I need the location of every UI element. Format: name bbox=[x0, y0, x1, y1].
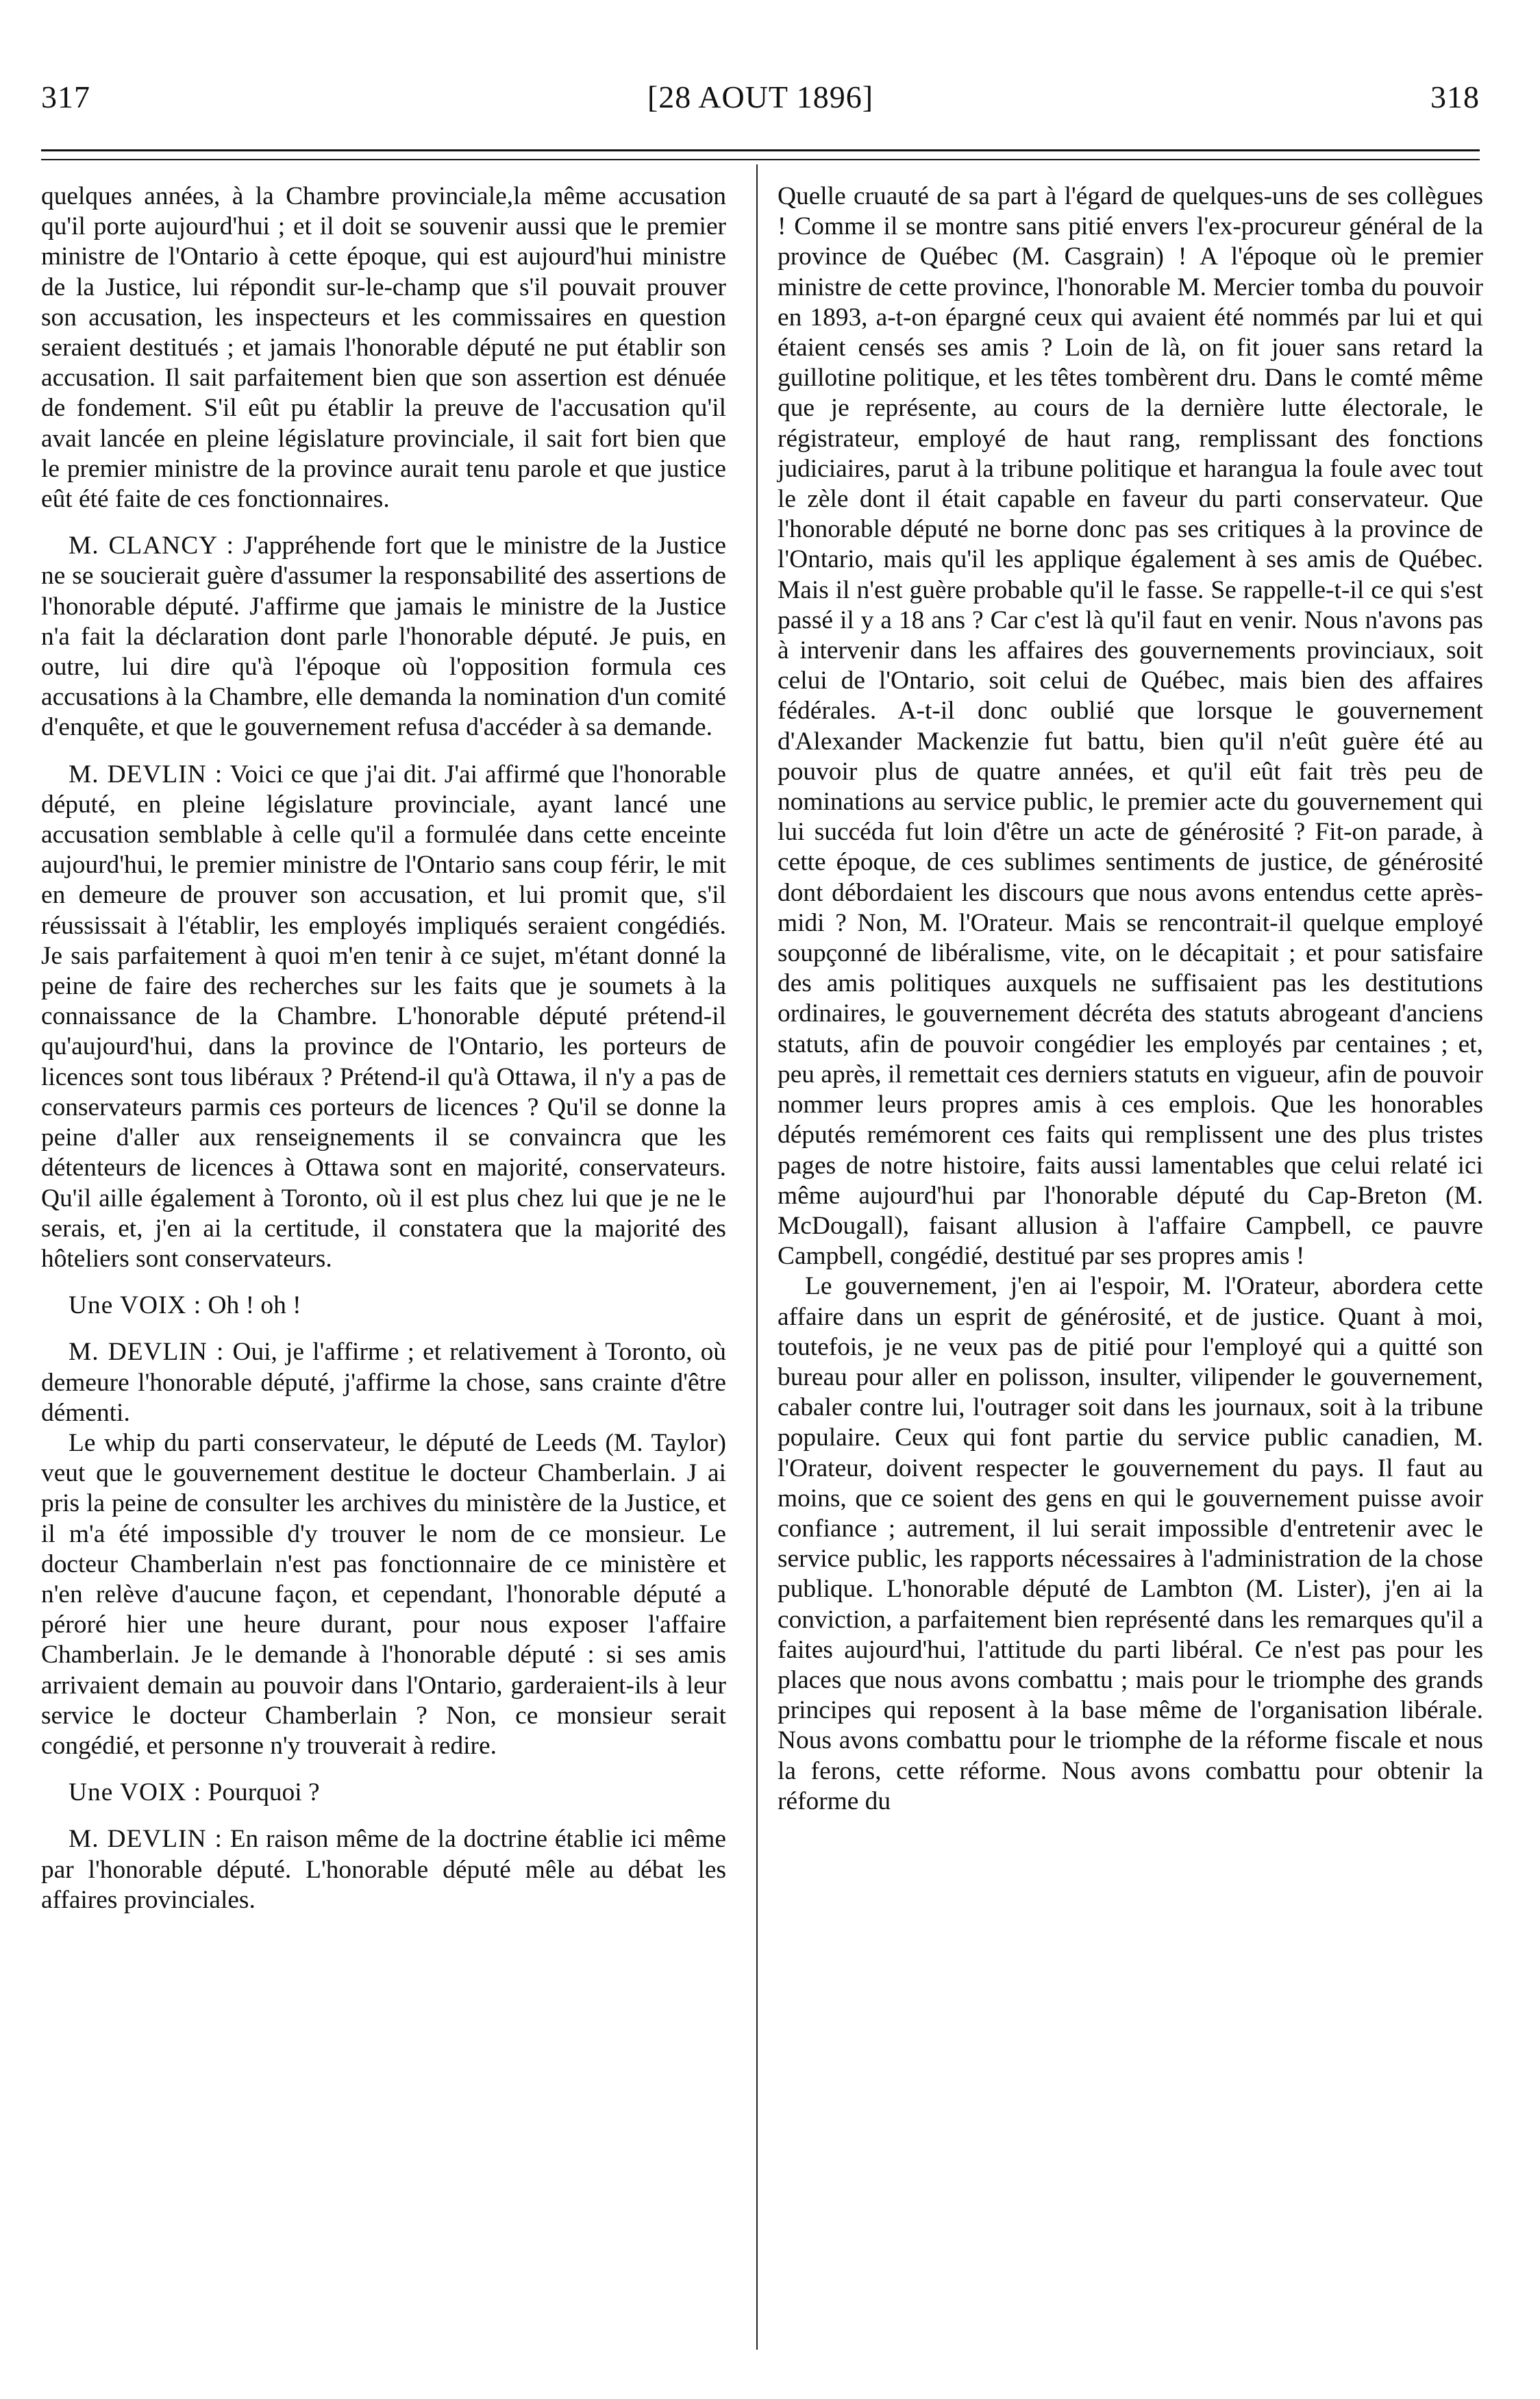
paragraph bbox=[778, 182, 1483, 1271]
paragraph-text: J'appréhende fort que le ministre de la Justice ne se soucierait guère d'assumer la responsabilité des assertions de l'honorable député. J'affirme que jamais le ministre de la Justice n'a fait la déclaration dont parle l'honorable député. Je puis, en outre, lui dire qu'à l'époque où l'opposition formula ces accusations à la Chambre, elle demanda la nomination d'un comité d'enquête, et que le gouvernement refusa d'accéder à sa demande. bbox=[41, 532, 726, 742]
paragraph bbox=[41, 1291, 726, 1321]
speaker-name: Une VOIX : bbox=[69, 1778, 202, 1807]
paragraph bbox=[41, 1337, 726, 1428]
paragraph-text: Le gouvernement, j'en ai l'espoir, M. l'Orateur, abordera cette affaire dans un esprit de générosité, et de justice. Quant à moi, toutefois, je ne veux pas de pitié pour l'employé qui a quitté son bureau pour aller en polisson, insulter, vilipender le gouvernement, cabaler contre lui, l'outrager soit dans les journaux, soit à la tribune populaire. Ceux qui font partie du service public canadien, M. l'Orateur, doivent respecter le gouvernement du pays. Il faut au moins, que ce soient des gens en qui le gouvernement puisse avoir confiance ; autrement, il lui serait impossible d'entretenir avec le service public, les rapports nécessaires à l'administration de la chose publique. L'honorable député de Lambton (M. Lister), j'en ai la conviction, a parfaitement bien représenté dans les remarques qu'il a faites aujourd'hui, l'attitude du parti libéral. Ce n'est pas pour les places que nous avons combattu ; mais pour le triomphe des grands principes qui reposent à la base même de l'organisation libérale. Nous avons combattu pour le triomphe de la réforme fiscale et nous la ferons, cette réforme. Nous avons combattu pour obtenir la réforme du bbox=[778, 1272, 1483, 1815]
paragraph bbox=[41, 1824, 726, 1915]
paragraph-text: Oui, je l'affirme ; et relativement à Toronto, où demeure l'honorable député, j'affirme la chose, sans crainte d'être démenti. bbox=[41, 1338, 726, 1427]
hansard-page bbox=[41, 27, 1483, 2370]
paragraph bbox=[41, 531, 726, 743]
speaker-name: M. DEVLIN : bbox=[69, 1338, 225, 1367]
speaker-name: Une VOIX : bbox=[69, 1291, 202, 1320]
paragraph-text: Pourquoi ? bbox=[208, 1778, 320, 1807]
paragraph bbox=[41, 1778, 726, 1808]
paragraph bbox=[41, 1428, 726, 1761]
speaker-name: M. DEVLIN : bbox=[69, 1825, 223, 1854]
page-number-right: 318 bbox=[1430, 79, 1480, 114]
paragraph-text: Le whip du parti conservateur, le député de Leeds (M. Taylor) veut que le gouvernement destitue le docteur Chamberlain. J ai pris la peine de consulter les archives du ministère de la Justice, et il m'a été impossible d'y trouver le nom de ce monsieur. Le docteur Chamberlain n'est pas fonctionnaire de ce ministère et n'en relève d'aucune façon, et cependant, l'honorable député a péroré hier une heure durant, pour nous exposer l'affaire Chamberlain. Je le demande à l'honorable député : si ses amis arrivaient demain au pouvoir dans l'Ontario, garderaient-ils à leur service le docteur Chamberlain ? Non, ce monsieur serait congédié, et personne n'y trouverait à redire. bbox=[41, 1428, 726, 1760]
column-divider bbox=[756, 164, 758, 2350]
paragraph bbox=[41, 182, 726, 514]
header-rule-bottom bbox=[41, 159, 1480, 160]
paragraph-text: En raison même de la doctrine établie ici même par l'honorable député. L'honorable député mêle au débat les affaires provinciales. bbox=[41, 1825, 726, 1914]
speaker-name: M. DEVLIN : bbox=[69, 760, 223, 788]
paragraph-text: Oh ! oh ! bbox=[208, 1291, 301, 1320]
left-column bbox=[41, 182, 726, 1915]
header-rule-top bbox=[41, 149, 1480, 151]
page-number-left: 317 bbox=[41, 79, 90, 114]
paragraph-text: Voici ce que j'ai dit. J'ai affirmé que l'honorable député, en pleine législature provinciale, ayant lancé une accusation semblable à celle qu'il a formulée dans cette enceinte aujourd'hui, le premier ministre de l'Ontario sans coup férir, le mit en demeure de prouver son accusation, et lui promit que, s'il réussissait à l'établir, les employés impliqués seraient congédiés. Je sais parfaitement à quoi m'en tenir à ce sujet, m'étant donné la peine de faire des recherches sur les faits que je soumets à la connaissance de la Chambre. L'honorable député prétend-il qu'aujourd'hui, dans la province de l'Ontario, les porteurs de licences sont tous libéraux ? Prétend-il qu'à Ottawa, il n'y a pas de conservateurs parmis ces porteurs de licences ? Qu'il se donne la peine d'aller aux renseignements il se convaincra que les détenteurs de licences à Ottawa sont en majorité, conservateurs. Qu'il aille également à Toronto, où il est plus chez lui que je ne le serais, et, j'en ai la certitude, il constatera que la majorité des hôteliers sont conservateurs. bbox=[41, 760, 726, 1273]
paragraph-text: Quelle cruauté de sa part à l'égard de quelques-uns de ses collègues ! Comme il se montre sans pitié envers l'ex-procureur général de la province de Québec (M. Casgrain) ! A l'époque où le premier ministre de cette province, l'honorable M. Mercier tomba du pouvoir en 1893, a-t-on épargné ceux qui avaient été nommés par lui et qui étaient censés ses amis ? Loin de là, on fit jouer sans retard la guillotine politique, et les têtes tombèrent dru. Dans le comté même que je représente, au cours de la dernière lutte électorale, le régistrateur, employé de haut rang, remplissant des fonctions judiciaires, parut à la tribune politique et harangua la foule avec tout le zèle dont il était capable en faveur du parti conservateur. Que l'honorable député ne borne donc pas ses critiques à la province de l'Ontario, mais qu'il les applique également à ses amis de Québec. Mais il n'est guère probable qu'il le fasse. Se rappelle-t-il ce qui s'est passé il y a 18 ans ? Car c'est là qu'il faut en venir. Nous n'avons pas à intervenir dans les affaires des gouvernements provinciaux, soit celui de l'Ontario, soit celui de Québec, mais bien des affaires fédérales. A-t-il donc oublié que lorsque le gouvernement d'Alexander Mackenzie fut battu, bien qu'il n'eût guère été au pouvoir plus de quatre années, et qu'il eût fait très peu de nominations au service public, le premier acte du gouvernement qui lui succéda fut loin d'être un acte de générosité ? Fit-on parade, à cette époque, de ces sublimes sentiments de justice, de générosité dont débordaient les discours que nous avons entendus cette après-midi ? Non, M. l'Orateur. Mais se rencontrait-il quelque employé soupçonné de libéralisme, vite, on le décapitait ; et pour satisfaire des amis politiques auxquels ne suffisaient pas les destitutions ordinaires, le gouvernement décréta des statuts abrogeant d'anciens statuts, afin de pouvoir congédier les employés par centaines ; et, peu après, il remettait ces derniers statuts en vigueur, afin de pouvoir nommer leurs propres amis à ces emplois. Que les honorables députés remémorent ces faits qui remplissent une des plus tristes pages de notre histoire, faits aussi lamentables que celui relaté ici même aujourd'hui par l'honorable député du Cap-Breton (M. McDougall), faisant allusion à l'affaire Campbell, ce pauvre Campbell, congédié, destitué par ses propres amis ! bbox=[778, 182, 1483, 1271]
speaker-name: M. CLANCY : bbox=[69, 532, 235, 560]
paragraph bbox=[41, 760, 726, 1274]
page-header bbox=[41, 79, 1480, 140]
paragraph-text: quelques années, à la Chambre provinciale,la même accusation qu'il porte aujourd'hui ; et il doit se souvenir aussi que le premier ministre de l'Ontario à cette époque, qui est aujourd'hui ministre de la Justice, lui répondit sur-le-champ que s'il pouvait prouver son accusation, les inspecteurs et les commissaires en question seraient destitués ; et jamais l'honorable député ne put établir son accusation. Il sait parfaitement bien que son assertion est dénuée de fondement. S'il eût pu établir la preuve de l'accusation qu'il avait lancée en pleine législature provinciale, il sait fort bien que le premier ministre de la province aurait tenu parole et que justice eût été faite de ces fonctionnaires. bbox=[41, 182, 726, 514]
page-date: [28 AOUT 1896] bbox=[647, 79, 874, 114]
right-column bbox=[778, 182, 1483, 1817]
paragraph bbox=[778, 1271, 1483, 1817]
